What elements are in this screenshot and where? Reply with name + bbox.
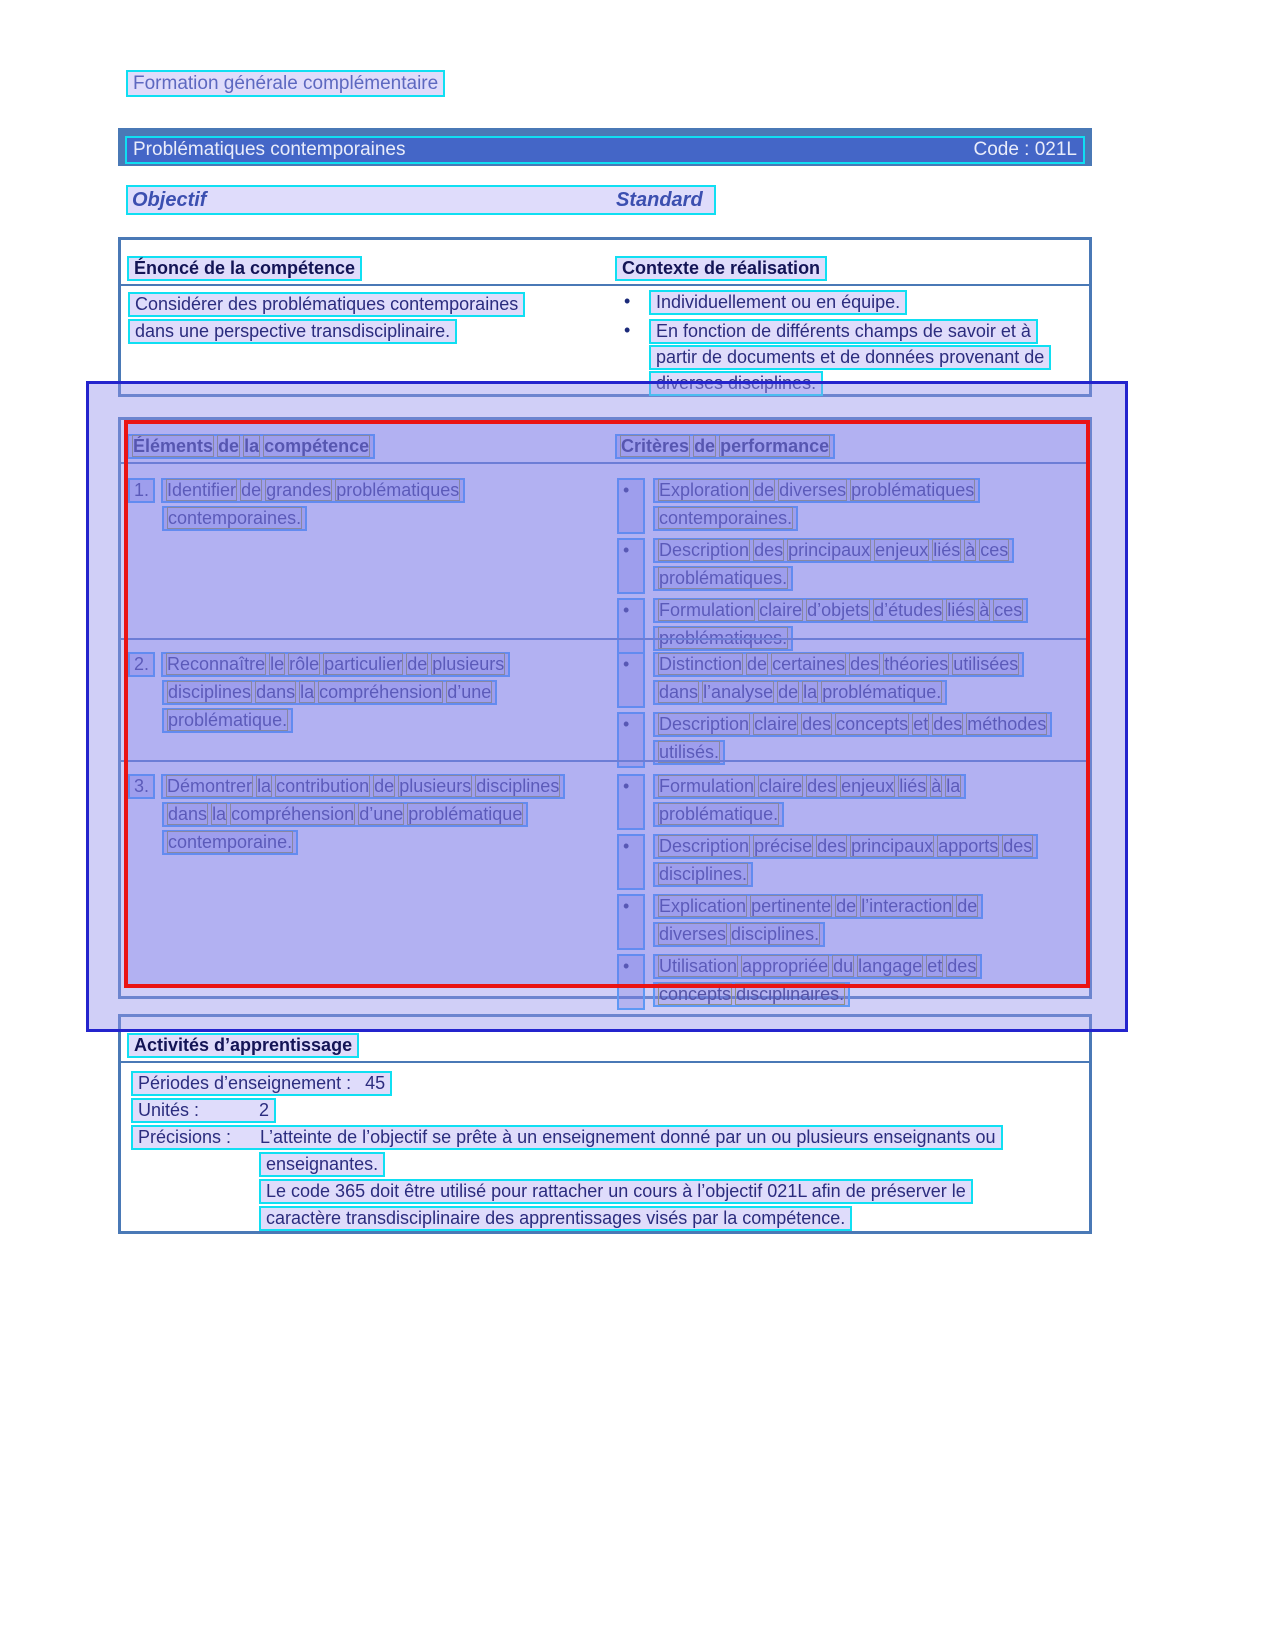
elements-table-header <box>121 420 1089 464</box>
precisions-label: Précisions : <box>138 1127 232 1147</box>
bullet-icon <box>617 954 645 1010</box>
criterion-line: contemporaines. <box>653 506 798 531</box>
objectif-label: Objectif <box>132 189 207 211</box>
elements-row-3 <box>121 760 1089 1004</box>
element-line: disciplines dans la compréhension d’une <box>162 680 497 705</box>
elements-row-2 <box>121 638 1089 760</box>
periods-field <box>131 1071 392 1096</box>
statement-line: Considérer des problématiques contemporaines <box>128 292 525 317</box>
page-title-row <box>126 70 445 97</box>
element-line: Démontrer la contribution de plusieurs disciplines <box>161 774 565 799</box>
element-line: Reconnaître le rôle particulier de plusieurs <box>161 652 510 677</box>
criterion-line: problématique. <box>653 802 784 827</box>
competency-table <box>118 237 1092 397</box>
competency-statement <box>128 292 610 346</box>
context-line: Individuellement ou en équipe. <box>649 290 907 315</box>
criterion-item <box>617 954 1089 1010</box>
periods-value: 45 <box>365 1073 386 1093</box>
elements-header-right: Critères de performance <box>615 434 835 459</box>
bullet-icon <box>617 538 645 594</box>
bullet-icon <box>617 652 645 708</box>
periods-label: Périodes d’enseignement : <box>138 1073 352 1093</box>
element-number: 2. <box>128 652 155 677</box>
criterion-item <box>617 538 1089 594</box>
context-line: diverses disciplines. <box>649 371 823 396</box>
units-value: 2 <box>259 1100 270 1120</box>
elements-row-1 <box>121 466 1089 648</box>
page-title: Formation générale complémentaire <box>126 70 445 97</box>
criteria-cell <box>617 774 1089 1014</box>
element-cell <box>128 652 612 736</box>
criterion-line: Explication pertinente de l’interaction de <box>653 894 983 919</box>
bullet-icon <box>617 478 645 534</box>
element-cell <box>128 774 612 858</box>
header-bar-title: Problématiques contemporaines <box>133 139 406 160</box>
criterion-line: Utilisation appropriée du langage et des <box>653 954 982 979</box>
precisions-line: L’atteinte de l’objectif se prête à un enseignement donné par un ou plusieurs enseignants ou <box>260 1127 996 1147</box>
elements-table <box>118 417 1092 1004</box>
criterion-line: Distinction de certaines des théories utilisées <box>653 652 1024 677</box>
realisation-context <box>617 290 1087 400</box>
criterion-line: disciplines. <box>653 862 753 887</box>
precisions-line: Le code 365 doit être utilisé pour rattacher un cours à l’objectif 021L afin de préserver le <box>259 1179 973 1204</box>
criterion-line: Exploration de diverses problématiques <box>653 478 980 503</box>
elements-header-left: Éléments de la compétence <box>127 434 375 459</box>
competency-header-right: Contexte de réalisation <box>615 256 827 281</box>
activities-table-header <box>121 1017 1089 1063</box>
statement-line: dans une perspective transdisciplinaire. <box>128 319 457 344</box>
activities-table <box>118 1014 1092 1234</box>
criterion-line: diverses disciplines. <box>653 922 825 947</box>
element-number: 3. <box>128 774 155 799</box>
bullet-icon: • <box>624 320 631 340</box>
criteria-cell <box>617 652 1089 772</box>
header-bar-annotation-box <box>125 136 1085 164</box>
activities-table-body <box>131 1071 1079 1233</box>
competency-header-left: Énoncé de la compétence <box>127 256 362 281</box>
criterion-item <box>617 478 1089 534</box>
precisions-line: enseignantes. <box>259 1152 385 1177</box>
criterion-line: concepts disciplinaires. <box>653 982 850 1007</box>
criterion-line: Formulation claire d’objets d’études liés à ces <box>653 598 1028 623</box>
criterion-item <box>617 894 1089 950</box>
context-bullet-item <box>617 319 1087 397</box>
bullet-icon <box>617 834 645 890</box>
criterion-line: utilisés. <box>653 740 725 765</box>
bullet-icon <box>617 894 645 950</box>
element-cell <box>128 478 612 534</box>
context-bullet-item <box>617 290 1087 316</box>
criterion-item <box>617 774 1089 830</box>
element-line: dans la compréhension d’une problématique <box>162 802 528 827</box>
criterion-line: Description des principaux enjeux liés à ces <box>653 538 1014 563</box>
element-line: problématique. <box>162 708 293 733</box>
criterion-item <box>617 652 1089 708</box>
context-line: En fonction de différents champs de savoir et à <box>649 319 1038 344</box>
header-bar-code: Code : 021L <box>973 139 1077 160</box>
units-label: Unités : <box>138 1100 200 1120</box>
criterion-line: Formulation claire des enjeux liés à la <box>653 774 966 799</box>
competency-table-header <box>121 240 1089 286</box>
criterion-line: Description claire des concepts et des méthodes <box>653 712 1052 737</box>
bullet-icon: • <box>624 291 631 311</box>
criterion-line: problématiques. <box>653 626 793 651</box>
standard-label: Standard <box>616 189 703 211</box>
context-line: partir de documents et de données provenant de <box>649 345 1051 370</box>
element-line: contemporaine. <box>162 830 298 855</box>
activities-header: Activités d’apprentissage <box>127 1033 359 1058</box>
objectif-standard-row <box>126 185 716 215</box>
element-line: contemporaines. <box>162 506 307 531</box>
bullet-icon <box>617 774 645 830</box>
units-field <box>131 1098 276 1123</box>
precisions-line: caractère transdisciplinaire des apprentissages visés par la compétence. <box>259 1206 852 1231</box>
header-bar <box>118 128 1092 166</box>
precisions-field <box>131 1125 1003 1150</box>
criterion-item <box>617 834 1089 890</box>
criteria-cell <box>617 478 1089 658</box>
element-number: 1. <box>128 478 155 503</box>
element-line: Identifier de grandes problématiques <box>161 478 465 503</box>
criterion-line: Description précise des principaux apports des <box>653 834 1038 859</box>
criterion-line: problématiques. <box>653 566 793 591</box>
criterion-line: dans l’analyse de la problématique. <box>653 680 947 705</box>
